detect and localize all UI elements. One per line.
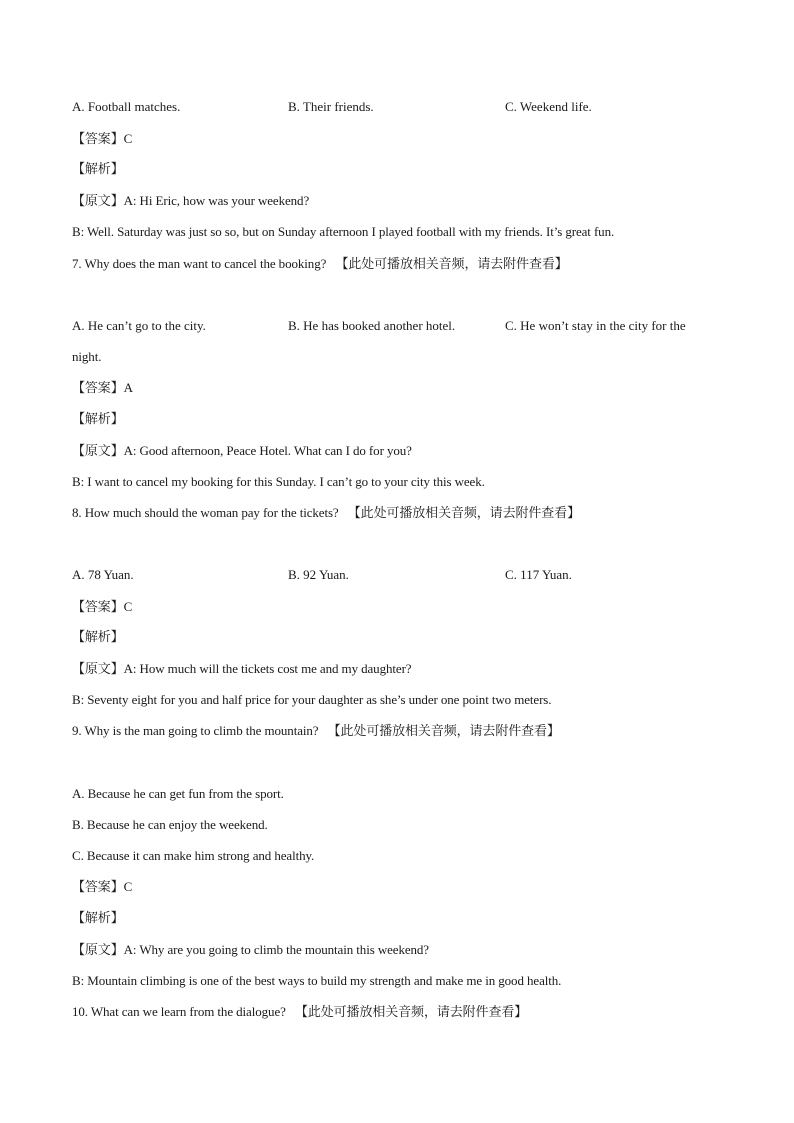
q8-option-a: A. 78 Yuan. (72, 567, 134, 582)
answer-value: C (123, 599, 133, 614)
q10-question (72, 1004, 527, 1021)
q9-option-a: A. Because he can get fun from the sport. (72, 786, 284, 801)
q8-option-b: B. 92 Yuan. (288, 567, 349, 582)
q6-answer (72, 131, 132, 148)
answer-tag: 【答案】 (72, 381, 124, 396)
q7-source-b: B: I want to cancel my booking for this Sunday. I can’t go to your city this week. (72, 474, 485, 489)
q7-option-c: C. He won’t stay in the city for the (505, 318, 686, 333)
answer-tag: 【答案】 (72, 880, 124, 895)
q9-source-b: B: Mountain climbing is one of the best ways to build my strength and make me in good health. (72, 973, 562, 988)
q8-analysis: 【解析】 (72, 630, 124, 645)
answer-tag: 【答案】 (72, 132, 124, 147)
answer-value: C (123, 879, 133, 894)
audio-note[interactable]: 【此处可播放相关音频，请去附件查看】 (335, 257, 568, 272)
source-tag: 【原文】 (72, 662, 124, 677)
q6-option-c: C. Weekend life. (505, 99, 592, 114)
q7-option-a: A. He can’t go to the city. (72, 318, 206, 333)
dialogue-line: A: How much will the tickets cost me and my daughter? (123, 661, 412, 676)
q9-option-c: C. Because it can make him strong and healthy. (72, 848, 315, 863)
q9-option-b: B. Because he can enjoy the weekend. (72, 817, 268, 832)
q8-source-a (72, 661, 411, 678)
source-tag: 【原文】 (72, 194, 124, 209)
q7-question (72, 256, 568, 273)
source-tag: 【原文】 (72, 444, 124, 459)
q7-option-b: B. He has booked another hotel. (288, 318, 456, 333)
dialogue-line: A: Hi Eric, how was your weekend? (123, 193, 310, 208)
question-text: 7. Why does the man want to cancel the booking? (72, 256, 327, 271)
audio-note[interactable]: 【此处可播放相关音频，请去附件查看】 (294, 1005, 528, 1020)
q8-option-c: C. 117 Yuan. (505, 567, 572, 582)
audio-note[interactable]: 【此处可播放相关音频，请去附件查看】 (327, 724, 560, 739)
answer-tag: 【答案】 (72, 600, 124, 615)
answer-value: C (123, 131, 133, 146)
q7-source-a (72, 443, 412, 460)
question-text: 10. What can we learn from the dialogue? (72, 1004, 286, 1019)
q9-analysis: 【解析】 (72, 911, 124, 926)
q7-answer (72, 380, 133, 397)
dialogue-line: A: Good afternoon, Peace Hotel. What can I do for you? (123, 443, 412, 458)
q6-analysis: 【解析】 (72, 162, 124, 177)
answer-value: A (123, 380, 133, 395)
q8-question (72, 505, 580, 522)
question-text: 9. Why is the man going to climb the mountain? (72, 723, 319, 738)
q7-analysis: 【解析】 (72, 412, 124, 427)
q8-source-b: B: Seventy eight for you and half price for your daughter as she’s under one point two meters. (72, 692, 552, 707)
q6-option-a: A. Football matches. (72, 99, 181, 114)
question-text: 8. How much should the woman pay for the tickets? (72, 505, 339, 520)
source-tag: 【原文】 (72, 943, 124, 958)
q7-option-c-continued: night. (72, 349, 102, 364)
q9-answer (72, 879, 132, 896)
q6-source-b: B: Well. Saturday was just so so, but on Sunday afternoon I played football with my friends. It’s great fun. (72, 224, 615, 239)
q6-option-b: B. Their friends. (288, 99, 374, 114)
q9-question (72, 723, 560, 740)
audio-note[interactable]: 【此处可播放相关音频，请去附件查看】 (347, 506, 580, 521)
q8-answer (72, 599, 132, 616)
q6-source-a (72, 193, 309, 210)
dialogue-line: A: Why are you going to climb the mountain this weekend? (123, 942, 429, 957)
q9-source-a (72, 942, 429, 959)
